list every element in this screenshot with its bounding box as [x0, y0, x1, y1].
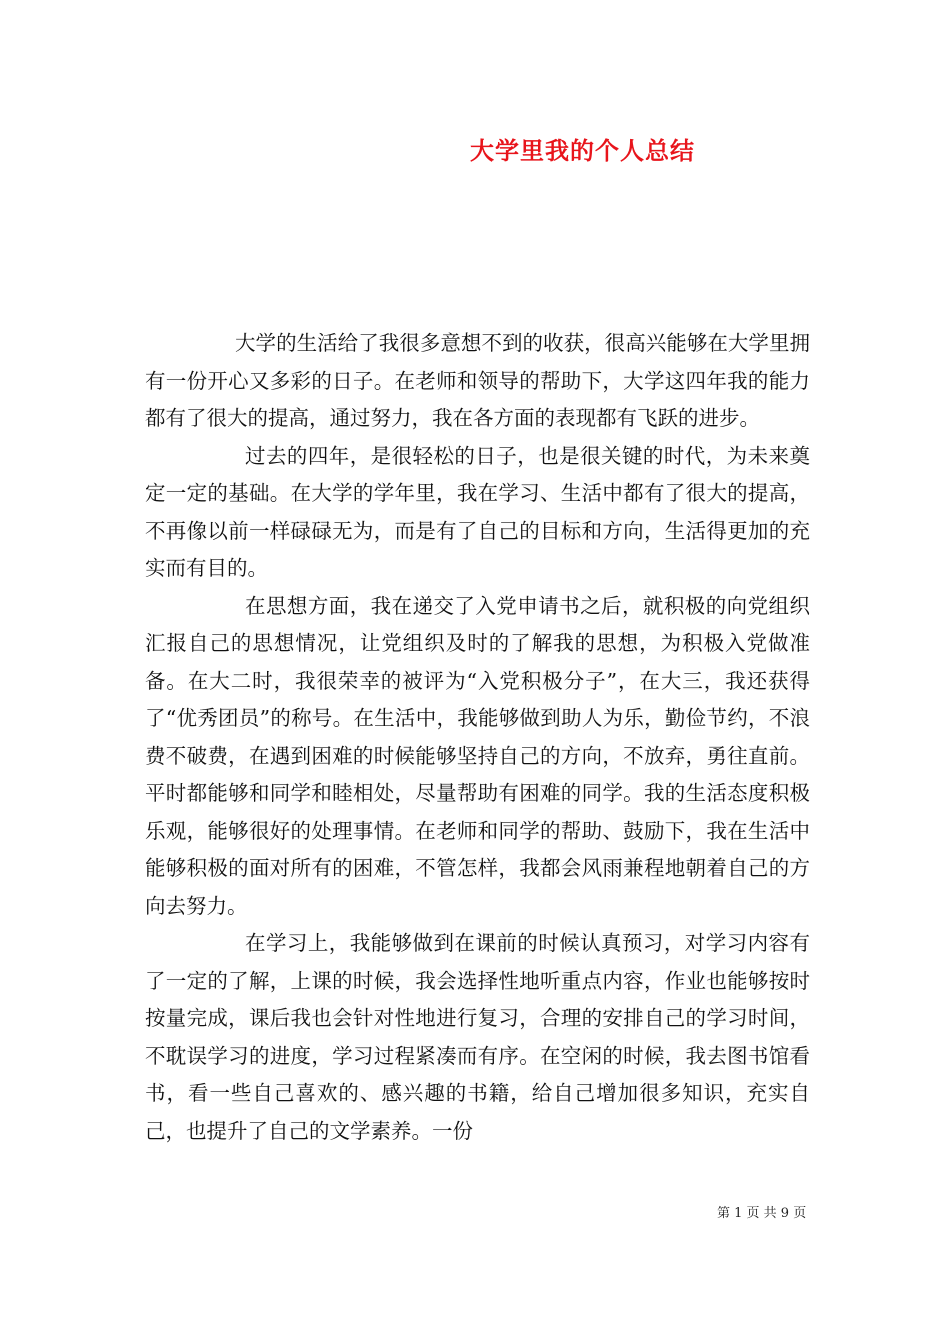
paragraph-study: 在学习上，我能够做到在课前的时候认真预习，对学习内容有了一定的了解，上课的时候，我会选择性地听重点内容，作业也能够按时按量完成，课后我也会针对性地进行复习，合理的安排自己的学习时间，不耽误学习的进度，学习过程紧凑而有序。在空闲的时候，我去图书馆看书，看一些自己喜欢的、感兴趣的书籍，给自己增加很多知识，充实自己，也提升了自己的文学素养。一份: [145, 931, 810, 1143]
document-body: [145, 325, 810, 1150]
paragraph-ideology: 在思想方面，我在递交了入党申请书之后，就积极的向党组织汇报自己的思想情况，让党组织及时的了解我的思想，为积极入党做准备。在大二时，我很荣幸的被评为“入党积极分子”，在大三，我还获得了“优秀团员”的称号。在生活中，我能够做到助人为乐，勤俭节约，不浪费不破费，在遇到困难的时候能够坚持自己的方向，不放弃，勇往直前。平时都能够和同学和睦相处，尽量帮助有困难的同学。我的生活态度积极乐观，能够很好的处理事情。在老师和同学的帮助、鼓励下，我在生活中能够积极的面对所有的困难，不管怎样，我都会风雨兼程地朝着自己的方向去努力。: [145, 593, 810, 918]
page-title: 大学里我的个人总结: [470, 136, 695, 165]
paragraph-past-four-years: 过去的四年，是很轻松的日子，也是很关键的时代，为未来奠定一定的基础。在大学的学年里，我在学习、生活中都有了很大的提高，不再像以前一样碌碌无为，而是有了自己的目标和方向，生活得更加的充实而有目的。: [145, 443, 810, 580]
page-number: 第 1 页 共 9 页: [717, 1206, 807, 1221]
paragraph-intro: 大学的生活给了我很多意想不到的收获，很高兴能够在大学里拥有一份开心又多彩的日子。在老师和领导的帮助下，大学这四年我的能力都有了很大的提高，通过努力，我在各方面的表现都有飞跃的进步。: [145, 331, 810, 430]
